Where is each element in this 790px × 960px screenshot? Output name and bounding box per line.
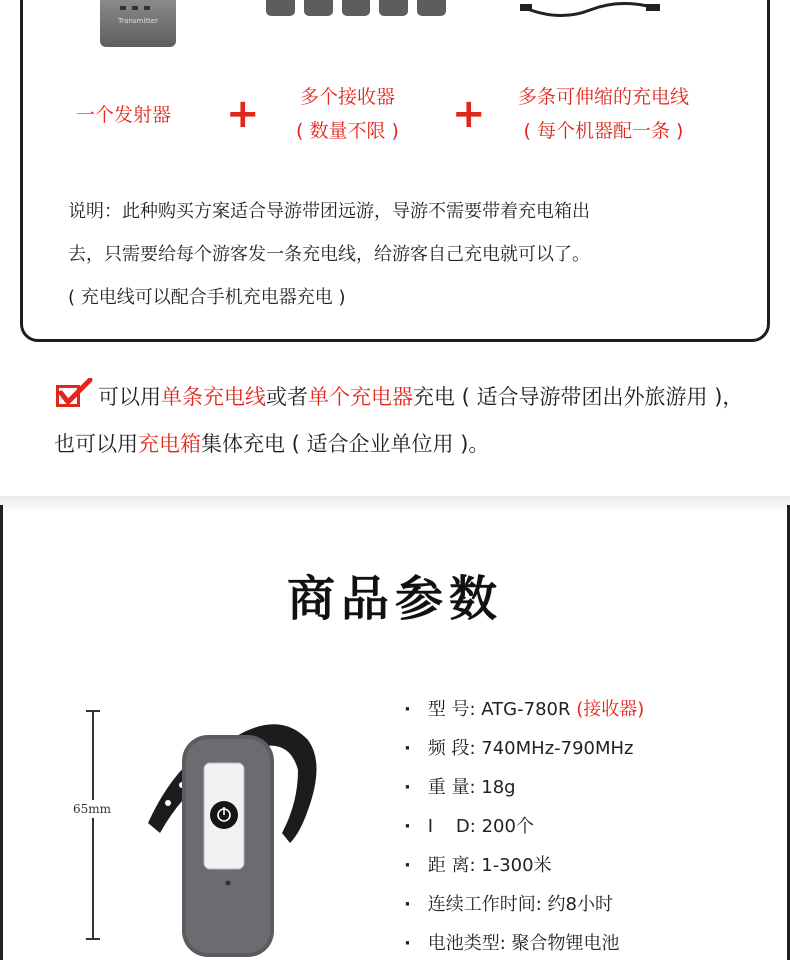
plus-sign-2: + [452, 91, 486, 137]
transmitter-image [100, 0, 176, 47]
spec-worktime-label: 连续工作时间: [427, 894, 542, 915]
note-text-3: 充电 ( 适合导游带团出外旅游用 )，也可以用 [54, 385, 744, 456]
receivers-image [266, 0, 446, 16]
spec-band-label: 频 段: [427, 738, 476, 759]
plus-sign-1: + [226, 91, 260, 137]
explanation-line-1: 说明：此种购买方案适合导游带团远游，导游不需要带着充电箱出 [68, 201, 590, 222]
item-cables-name: 多条可伸缩的充电线 [518, 86, 690, 108]
spec-model-value: ATG-780R [481, 699, 571, 720]
spec-row-worktime: · 连续工作时间: 约8小时 [404, 894, 613, 915]
note-charging-box: 充电箱 [138, 432, 201, 456]
item-transmitter: 一个发射器 [76, 104, 172, 126]
kit-items-row [0, 80, 790, 170]
explanation-line-3: ( 充电线可以配合手机充电器充电 ) [68, 287, 346, 308]
item-receivers [296, 80, 399, 148]
dimension-line [92, 710, 94, 940]
item-receivers-qty: ( 数量不限 ) [296, 120, 399, 142]
charging-note [54, 374, 764, 468]
transmitter-label: Transmitter [118, 17, 158, 25]
receiver-device-image [140, 715, 330, 960]
dimension-cap-bottom [86, 938, 100, 940]
spec-model-label: 型 号: [427, 699, 476, 720]
spec-row-model: · 型 号: ATG-780R (接收器) [404, 699, 645, 720]
spec-row-range: · 距 离: 1-300米 [404, 855, 552, 876]
spec-row-battery: · 电池类型: 聚合物锂电池 [404, 933, 620, 954]
spec-battery-label: 电池类型: [427, 933, 506, 954]
item-cables [518, 80, 689, 148]
dimension-label: 65mm [73, 802, 112, 816]
charging-cable-image [520, 0, 660, 20]
note-text-1: 可以用 [98, 385, 161, 409]
note-text-2: 或者 [266, 385, 308, 409]
checkmark-icon [54, 380, 88, 408]
dimension-cap-top [86, 710, 100, 712]
spec-weight-label: 重 量: [427, 777, 476, 798]
transmitter-buttons [120, 6, 156, 10]
item-receivers-name: 多个接收器 [299, 86, 395, 108]
explanation-text [68, 190, 748, 319]
spec-battery-value: 聚合物锂电池 [511, 933, 620, 954]
spec-list [404, 690, 784, 960]
note-single-cable: 单条充电线 [161, 385, 266, 409]
item-cables-qty: ( 每个机器配一条 ) [523, 120, 684, 142]
explanation-line-2: 去，只需要给每个游客发一条充电线，给游客自己充电就可以了。 [68, 244, 590, 265]
spec-model-note: (接收器) [576, 699, 645, 720]
note-single-charger: 单个充电器 [308, 385, 413, 409]
spec-weight-value: 18g [481, 777, 516, 798]
spec-id-value: 200个 [481, 816, 534, 837]
spec-range-value: 1-300米 [481, 855, 552, 876]
section-divider [0, 496, 790, 512]
spec-band-value: 740MHz-790MHz [481, 738, 634, 759]
section-title: 商品参数 [286, 571, 503, 627]
spec-id-label: I D: [427, 816, 476, 837]
spec-row-id: · I D: 200个 [404, 816, 534, 837]
spec-row-weight: · 重 量: 18g [404, 777, 516, 798]
spec-worktime-value: 约8小时 [547, 894, 613, 915]
note-text-4: 集体充电 ( 适合企业单位用 )。 [201, 432, 490, 456]
spec-range-label: 距 离: [427, 855, 476, 876]
spec-row-band: · 频 段: 740MHz-790MHz [404, 738, 634, 759]
